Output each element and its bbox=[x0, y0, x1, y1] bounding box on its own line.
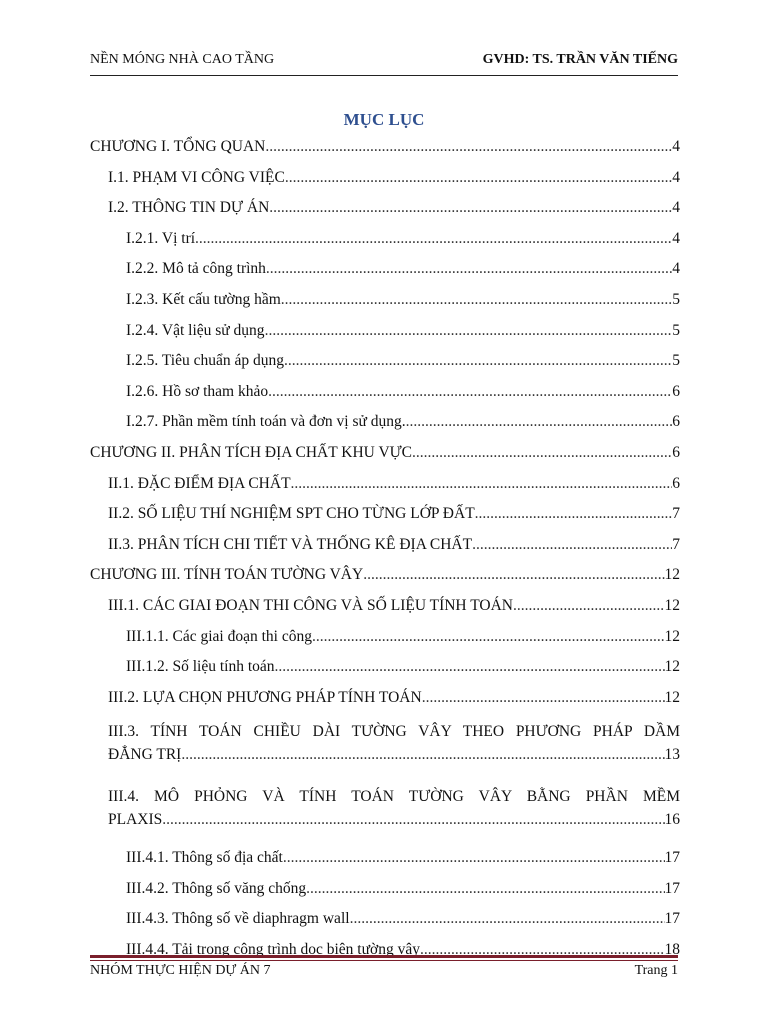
page-number: Trang 1 bbox=[634, 963, 678, 978]
toc-entry[interactable]: III.1. CÁC GIAI ĐOẠN THI CÔNG VÀ SỐ LIỆU TÍNH TOÁN ..... 12 bbox=[90, 594, 680, 625]
toc-entry-wrapped[interactable]: III.4. MÔ PHỎNG VÀ TÍNH TOÁN TƯỜNG VÂY BẰNG PHẦN MỀM PLAXIS ..... 16 bbox=[90, 785, 680, 846]
header-divider bbox=[90, 75, 678, 76]
toc-entry[interactable]: I.2.7. Phần mềm tính toán và đơn vị sử dụng. ..... 6 bbox=[90, 410, 680, 441]
table-of-contents bbox=[90, 135, 680, 969]
toc-entry[interactable]: I.2.5. Tiêu chuẩn áp dụng ..... 5 bbox=[90, 349, 680, 380]
header-instructor: GVHD: TS. TRẦN VĂN TIẾNG bbox=[482, 52, 678, 67]
toc-entry[interactable]: II.1. ĐẶC ĐIỂM ĐỊA CHẤT ..... 6 bbox=[90, 472, 680, 503]
toc-entry-chapter-1[interactable]: CHƯƠNG I. TỔNG QUAN ..... 4 bbox=[90, 135, 680, 166]
footer-team: NHÓM THỰC HIỆN DỰ ÁN 7 bbox=[90, 963, 271, 978]
toc-entry[interactable]: I.1. PHẠM VI CÔNG VIỆC ..... 4 bbox=[90, 166, 680, 197]
toc-entry[interactable]: III.4.1. Thông số địa chất ..... 17 bbox=[90, 846, 680, 877]
toc-entry[interactable]: III.1.2. Số liệu tính toán ..... 12 bbox=[90, 655, 680, 686]
page-footer bbox=[90, 963, 678, 983]
toc-entry[interactable]: II.3. PHÂN TÍCH CHI TIẾT VÀ THỐNG KÊ ĐỊA CHẤT ..... 7 bbox=[90, 533, 680, 564]
page-header bbox=[90, 52, 678, 74]
toc-entry[interactable]: I.2.3. Kết cấu tường hầm ..... 5 bbox=[90, 288, 680, 319]
toc-entry-chapter-3[interactable]: CHƯƠNG III. TÍNH TOÁN TƯỜNG VÂY ..... 12 bbox=[90, 563, 680, 594]
toc-entry[interactable]: I.2. THÔNG TIN DỰ ÁN ..... 4 bbox=[90, 196, 680, 227]
toc-entry-chapter-2[interactable]: CHƯƠNG II. PHÂN TÍCH ĐỊA CHẤT KHU VỰC ..... 6 bbox=[90, 441, 680, 472]
footer-divider-thin bbox=[90, 960, 678, 961]
toc-entry[interactable]: I.2.4. Vật liệu sử dụng ..... 5 bbox=[90, 319, 680, 350]
toc-entry[interactable]: III.1.1. Các giai đoạn thi công ..... 12 bbox=[90, 625, 680, 656]
header-course-title: NỀN MÓNG NHÀ CAO TẦNG bbox=[90, 52, 275, 67]
toc-entry[interactable]: III.4.4. Tải trọng công trình dọc biên tường vây ..... 18 bbox=[90, 938, 680, 969]
toc-entry[interactable]: I.2.6. Hồ sơ tham khảo ..... 6 bbox=[90, 380, 680, 411]
toc-entry[interactable]: III.4.2. Thông số văng chống ..... 17 bbox=[90, 877, 680, 908]
toc-entry[interactable]: III.2. LỰA CHỌN PHƯƠNG PHÁP TÍNH TOÁN ..... 12 bbox=[90, 686, 680, 717]
toc-entry[interactable]: III.4.3. Thông số về diaphragm wall ..... 17 bbox=[90, 907, 680, 938]
footer-divider-thick bbox=[90, 955, 678, 958]
toc-entry-wrapped[interactable]: III.3. TÍNH TOÁN CHIỀU DÀI TƯỜNG VÂY THEO PHƯƠNG PHÁP DẦM ĐẲNG TRỊ ..... 13 bbox=[90, 720, 680, 781]
toc-entry[interactable]: I.2.1. Vị trí ..... 4 bbox=[90, 227, 680, 258]
page-title: MỤC LỤC bbox=[343, 110, 425, 129]
toc-entry[interactable]: I.2.2. Mô tả công trình ..... 4 bbox=[90, 257, 680, 288]
toc-entry[interactable]: II.2. SỐ LIỆU THÍ NGHIỆM SPT CHO TỪNG LỚP ĐẤT ..... 7 bbox=[90, 502, 680, 533]
